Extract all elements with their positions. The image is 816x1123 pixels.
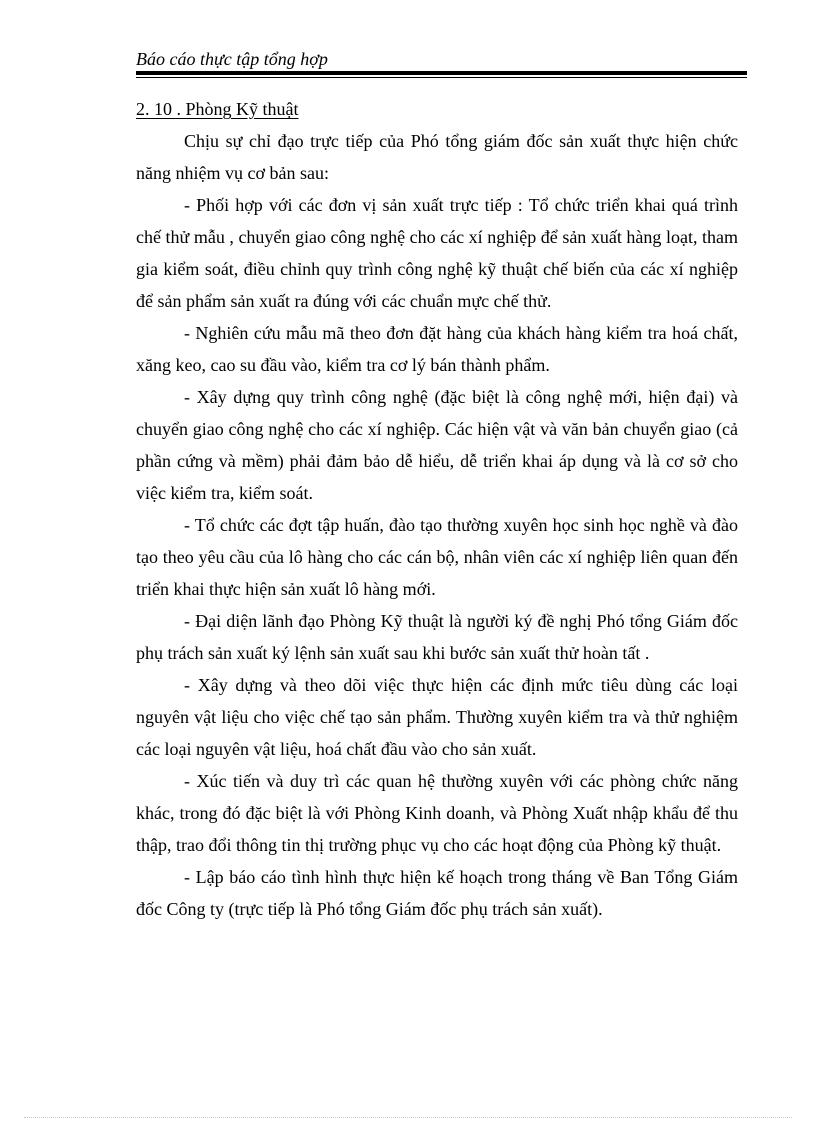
header-rule-thin: [136, 77, 747, 78]
document-body: [136, 93, 738, 925]
running-header: Báo cáo thực tập tổng hợp: [136, 49, 328, 69]
section-title: 2. 10 . Phòng Kỹ thuật: [136, 99, 299, 119]
paragraph: - Xây dựng quy trình công nghệ (đặc biệt là công nghệ mới, hiện đại) và chuyển giao công nghệ cho các xí nghiệp. Các hiện vật và văn bản chuyển giao (cả phần cứng và mềm) phải đảm bảo dễ hiểu, dễ triển khai áp dụng và là cơ sở cho việc kiểm tra, kiểm soát.: [136, 387, 738, 503]
paragraph: - Đại diện lãnh đạo Phòng Kỹ thuật là người ký đề nghị Phó tổng Giám đốc phụ trách sản xuất ký lệnh sản xuất sau khi bước sản xuất thử hoàn tất .: [136, 611, 738, 663]
paragraph: - Lập báo cáo tình hình thực hiện kế hoạch trong tháng về Ban Tổng Giám đốc Công ty (trực tiếp là Phó tổng Giám đốc phụ trách sản xuất).: [136, 867, 738, 919]
paragraph: Chịu sự chỉ đạo trực tiếp của Phó tổng giám đốc sản xuất thực hiện chức năng nhiệm vụ cơ bản sau:: [136, 131, 738, 183]
paragraph: - Phối hợp với các đơn vị sản xuất trực tiếp : Tổ chức triển khai quá trình chế thử mẫu , chuyển giao công nghệ cho các xí nghiệp để sản xuất hàng loạt, tham gia kiểm soát, điều chỉnh quy trình công nghệ kỹ thuật chế biến của các xí nghiệp để sản phẩm sản xuất ra đúng với các chuẩn mực chế thử.: [136, 195, 738, 311]
paragraph: - Xây dựng và theo dõi việc thực hiện các định mức tiêu dùng các loại nguyên vật liệu cho việc chế tạo sản phẩm. Thường xuyên kiểm tra và thử nghiệm các loại nguyên vật liệu, hoá chất đầu vào cho sản xuất.: [136, 675, 738, 759]
paragraph: - Tổ chức các đợt tập huấn, đào tạo thường xuyên học sinh học nghề và đào tạo theo yêu cầu của lô hàng cho các cán bộ, nhân viên các xí nghiệp liên quan đến triển khai thực hiện sản xuất lô hàng mới.: [136, 515, 738, 599]
paragraph: - Xúc tiến và duy trì các quan hệ thường xuyên với các phòng chức năng khác, trong đó đặc biệt là với Phòng Kinh doanh, và Phòng Xuất nhập khẩu để thu thập, trao đổi thông tin thị trường phục vụ cho các hoạt động của Phòng kỹ thuật.: [136, 771, 738, 855]
paragraph: - Nghiên cứu mẫu mã theo đơn đặt hàng của khách hàng kiểm tra hoá chất, xăng keo, cao su đầu vào, kiểm tra cơ lý bán thành phẩm.: [136, 323, 738, 375]
header-rule: [136, 71, 747, 75]
page-bottom-border: [24, 1117, 792, 1118]
